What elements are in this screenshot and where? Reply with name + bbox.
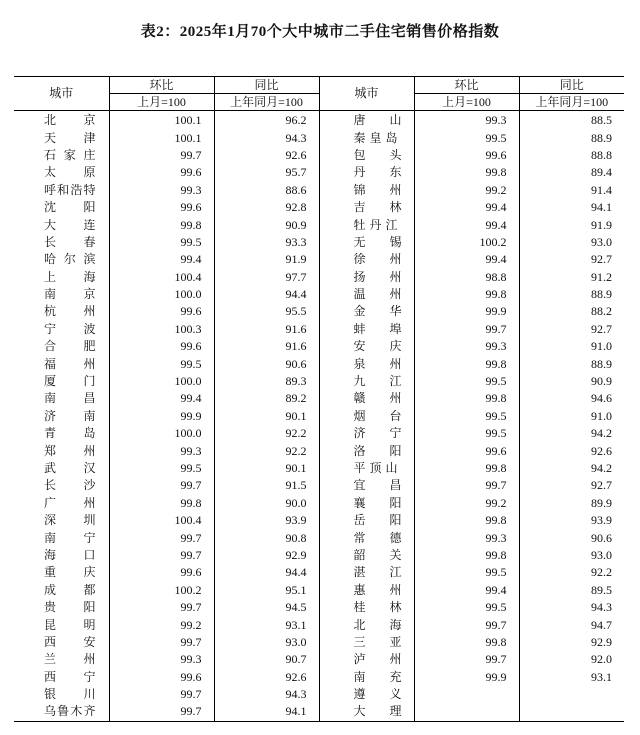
mom-cell: 99.4 — [109, 390, 214, 407]
table-row — [14, 512, 624, 529]
mom-cell: 99.5 — [109, 460, 214, 477]
yoy-cell: 93.1 — [519, 669, 624, 686]
mom-cell: 99.8 — [414, 390, 519, 407]
city-cell: 福 州 — [44, 356, 96, 371]
yoy-cell: 90.1 — [214, 460, 319, 477]
city-cell: 南 宁 — [44, 530, 96, 545]
yoy-cell: 92.8 — [214, 199, 319, 216]
mom-cell: 99.7 — [109, 529, 214, 546]
city-cell: 烟 台 — [319, 408, 414, 425]
city-cell: 金 华 — [319, 303, 414, 320]
city-cell: 深 圳 — [44, 513, 96, 528]
mom-cell: 99.4 — [414, 251, 519, 268]
city-cell: 常 德 — [319, 529, 414, 546]
yoy-cell: 92.9 — [519, 634, 624, 651]
city-cell: 牡丹江 — [319, 216, 414, 233]
mom-cell: 99.8 — [109, 495, 214, 512]
city-cell: 三 亚 — [319, 634, 414, 651]
city-cell: 长 春 — [44, 234, 96, 249]
table-row — [14, 669, 624, 686]
yoy-cell: 91.9 — [519, 216, 624, 233]
mom-cell: 99.7 — [109, 547, 214, 564]
yoy-cell: 92.2 — [214, 442, 319, 459]
city-cell: 天 津 — [44, 130, 96, 145]
table-row — [14, 477, 624, 494]
city-cell: 乌鲁木齐 — [44, 704, 96, 719]
header-mom-base-left: 上月=100 — [109, 94, 214, 111]
city-cell: 呼和浩特 — [44, 182, 96, 197]
table-row — [14, 442, 624, 459]
mom-cell: 99.7 — [109, 477, 214, 494]
city-cell: 大 连 — [44, 217, 96, 232]
yoy-cell — [519, 686, 624, 703]
yoy-cell: 95.7 — [214, 164, 319, 181]
yoy-cell: 91.0 — [519, 408, 624, 425]
yoy-cell: 88.9 — [519, 129, 624, 146]
header-yoy-left: 同比 — [214, 77, 319, 94]
table-row — [14, 582, 624, 599]
yoy-cell: 94.4 — [214, 286, 319, 303]
city-cell: 襄 阳 — [319, 495, 414, 512]
header-city-left: 城市 — [14, 77, 109, 111]
mom-cell: 100.4 — [109, 269, 214, 286]
yoy-cell: 92.7 — [519, 477, 624, 494]
city-cell: 蚌 埠 — [319, 321, 414, 338]
mom-cell: 99.5 — [414, 373, 519, 390]
city-cell: 银 川 — [44, 687, 96, 702]
mom-cell — [414, 703, 519, 721]
yoy-cell: 93.9 — [214, 512, 319, 529]
table-row — [14, 425, 624, 442]
mom-cell: 99.8 — [414, 355, 519, 372]
city-cell: 石家庄 — [44, 147, 96, 162]
yoy-cell: 91.0 — [519, 338, 624, 355]
table-row — [14, 495, 624, 512]
yoy-cell: 90.6 — [519, 529, 624, 546]
mom-cell: 99.6 — [109, 199, 214, 216]
yoy-cell: 88.6 — [214, 182, 319, 199]
table-row — [14, 529, 624, 546]
yoy-cell: 88.9 — [519, 355, 624, 372]
mom-cell: 99.6 — [414, 442, 519, 459]
table-body — [14, 111, 624, 722]
yoy-cell: 91.4 — [519, 182, 624, 199]
city-cell: 北 京 — [44, 113, 96, 128]
city-cell: 宜 昌 — [319, 477, 414, 494]
yoy-cell: 91.9 — [214, 251, 319, 268]
city-cell: 杭 州 — [44, 304, 96, 319]
mom-cell: 99.7 — [109, 703, 214, 721]
mom-cell: 99.6 — [109, 164, 214, 181]
mom-cell: 99.3 — [109, 442, 214, 459]
mom-cell: 99.5 — [414, 129, 519, 146]
table-row — [14, 164, 624, 181]
city-cell: 重 庆 — [44, 565, 96, 580]
mom-cell: 99.7 — [414, 477, 519, 494]
city-cell: 贵 阳 — [44, 600, 96, 615]
mom-cell: 100.4 — [109, 512, 214, 529]
city-cell: 北 海 — [319, 616, 414, 633]
mom-cell: 99.5 — [109, 355, 214, 372]
yoy-cell: 93.0 — [519, 547, 624, 564]
mom-cell: 99.9 — [414, 303, 519, 320]
city-cell: 太 原 — [44, 165, 96, 180]
yoy-cell: 92.2 — [519, 564, 624, 581]
city-cell: 哈尔滨 — [44, 252, 96, 267]
table-row — [14, 547, 624, 564]
yoy-cell: 93.0 — [519, 234, 624, 251]
mom-cell: 99.3 — [414, 111, 519, 130]
yoy-cell: 92.6 — [214, 147, 319, 164]
yoy-cell: 94.2 — [519, 460, 624, 477]
city-cell: 桂 林 — [319, 599, 414, 616]
table-row — [14, 599, 624, 616]
yoy-cell: 94.3 — [214, 686, 319, 703]
city-cell: 上 海 — [44, 269, 96, 284]
yoy-cell: 88.8 — [519, 147, 624, 164]
yoy-cell: 94.4 — [214, 564, 319, 581]
yoy-cell: 92.0 — [519, 651, 624, 668]
mom-cell: 99.7 — [109, 686, 214, 703]
yoy-cell: 94.6 — [519, 390, 624, 407]
city-cell: 泸 州 — [319, 651, 414, 668]
yoy-cell: 97.7 — [214, 269, 319, 286]
mom-cell: 99.6 — [414, 147, 519, 164]
table-row — [14, 286, 624, 303]
table-row — [14, 408, 624, 425]
table-row — [14, 216, 624, 233]
yoy-cell: 90.0 — [214, 495, 319, 512]
price-index-table — [14, 76, 624, 722]
table-row — [14, 251, 624, 268]
yoy-cell: 94.7 — [519, 616, 624, 633]
header-yoy-base-left: 上年同月=100 — [214, 94, 319, 111]
mom-cell: 99.8 — [414, 460, 519, 477]
city-cell: 遵 义 — [319, 686, 414, 703]
city-cell: 唐 山 — [319, 111, 414, 130]
city-cell: 温 州 — [319, 286, 414, 303]
mom-cell: 100.1 — [109, 111, 214, 130]
table-row — [14, 129, 624, 146]
city-cell: 南 昌 — [44, 391, 96, 406]
table-row — [14, 686, 624, 703]
mom-cell: 99.4 — [414, 216, 519, 233]
yoy-cell: 96.2 — [214, 111, 319, 130]
mom-cell: 99.7 — [109, 147, 214, 164]
table-row — [14, 634, 624, 651]
header-mom-left: 环比 — [109, 77, 214, 94]
table-row — [14, 355, 624, 372]
city-cell: 丹 东 — [319, 164, 414, 181]
mom-cell: 99.5 — [414, 564, 519, 581]
header-yoy-right: 同比 — [519, 77, 624, 94]
table-row — [14, 338, 624, 355]
mom-cell: 99.9 — [414, 669, 519, 686]
yoy-cell: 91.2 — [519, 269, 624, 286]
mom-cell: 99.8 — [414, 547, 519, 564]
header-city-right: 城市 — [319, 77, 414, 111]
yoy-cell: 94.3 — [214, 129, 319, 146]
yoy-cell: 88.5 — [519, 111, 624, 130]
table-row — [14, 564, 624, 581]
city-cell: 秦皇岛 — [319, 129, 414, 146]
yoy-cell — [519, 703, 624, 721]
mom-cell: 99.8 — [414, 512, 519, 529]
yoy-cell: 92.2 — [214, 425, 319, 442]
city-cell: 平顶山 — [319, 460, 414, 477]
mom-cell: 99.5 — [414, 408, 519, 425]
yoy-cell: 92.7 — [519, 321, 624, 338]
yoy-cell: 89.2 — [214, 390, 319, 407]
table-row — [14, 321, 624, 338]
city-cell: 扬 州 — [319, 269, 414, 286]
yoy-cell: 90.7 — [214, 651, 319, 668]
city-cell: 厦 门 — [44, 374, 96, 389]
mom-cell: 100.2 — [109, 582, 214, 599]
table-row — [14, 460, 624, 477]
yoy-cell: 94.5 — [214, 599, 319, 616]
city-cell: 郑 州 — [44, 443, 96, 458]
city-cell: 安 庆 — [319, 338, 414, 355]
mom-cell: 99.7 — [109, 599, 214, 616]
mom-cell: 100.1 — [109, 129, 214, 146]
table-row — [14, 390, 624, 407]
city-cell: 洛 阳 — [319, 442, 414, 459]
city-cell: 吉 林 — [319, 199, 414, 216]
yoy-cell: 91.5 — [214, 477, 319, 494]
yoy-cell: 92.7 — [519, 251, 624, 268]
table-row — [14, 199, 624, 216]
city-cell: 大 理 — [319, 703, 414, 721]
city-cell: 广 州 — [44, 495, 96, 510]
mom-cell: 99.3 — [414, 529, 519, 546]
table-row — [14, 303, 624, 320]
yoy-cell: 93.3 — [214, 234, 319, 251]
city-cell: 长 沙 — [44, 478, 96, 493]
table-row — [14, 616, 624, 633]
mom-cell: 99.2 — [109, 616, 214, 633]
mom-cell: 99.3 — [109, 182, 214, 199]
yoy-cell: 93.0 — [214, 634, 319, 651]
city-cell: 泉 州 — [319, 355, 414, 372]
yoy-cell: 94.2 — [519, 425, 624, 442]
city-cell: 沈 阳 — [44, 200, 96, 215]
table-title: 表2：2025年1月70个大中城市二手住宅销售价格指数 — [140, 24, 500, 40]
table-row — [14, 111, 624, 130]
mom-cell: 99.5 — [414, 425, 519, 442]
mom-cell: 98.8 — [414, 269, 519, 286]
city-cell: 成 都 — [44, 582, 96, 597]
mom-cell: 100.0 — [109, 286, 214, 303]
city-cell: 兰 州 — [44, 652, 96, 667]
yoy-cell: 90.8 — [214, 529, 319, 546]
yoy-cell: 91.6 — [214, 321, 319, 338]
city-cell: 济 南 — [44, 408, 96, 423]
header-yoy-base-right: 上年同月=100 — [519, 94, 624, 111]
table-row — [14, 182, 624, 199]
city-cell: 赣 州 — [319, 390, 414, 407]
yoy-cell: 88.9 — [519, 286, 624, 303]
mom-cell: 99.5 — [109, 234, 214, 251]
yoy-cell: 92.6 — [519, 442, 624, 459]
yoy-cell: 91.6 — [214, 338, 319, 355]
header-mom-right: 环比 — [414, 77, 519, 94]
mom-cell: 99.4 — [109, 251, 214, 268]
table-row — [14, 147, 624, 164]
table-row — [14, 373, 624, 390]
mom-cell: 100.0 — [109, 425, 214, 442]
mom-cell: 99.4 — [414, 199, 519, 216]
table-row — [14, 269, 624, 286]
city-cell: 徐 州 — [319, 251, 414, 268]
table-row — [14, 651, 624, 668]
city-cell: 南 京 — [44, 287, 96, 302]
yoy-cell: 88.2 — [519, 303, 624, 320]
mom-cell: 99.7 — [414, 651, 519, 668]
yoy-cell: 89.3 — [214, 373, 319, 390]
city-cell: 包 头 — [319, 147, 414, 164]
city-cell: 济 宁 — [319, 425, 414, 442]
mom-cell: 99.6 — [109, 669, 214, 686]
table-row — [14, 703, 624, 721]
city-cell: 武 汉 — [44, 461, 96, 475]
mom-cell: 99.8 — [414, 286, 519, 303]
mom-cell: 99.2 — [414, 182, 519, 199]
mom-cell: 100.0 — [109, 373, 214, 390]
yoy-cell: 93.1 — [214, 616, 319, 633]
city-cell: 宁 波 — [44, 321, 96, 336]
yoy-cell: 92.6 — [214, 669, 319, 686]
city-cell: 青 岛 — [44, 426, 96, 441]
city-cell: 昆 明 — [44, 617, 96, 632]
mom-cell: 99.4 — [414, 582, 519, 599]
city-cell: 无 锡 — [319, 234, 414, 251]
mom-cell: 99.6 — [109, 303, 214, 320]
table-row — [14, 234, 624, 251]
mom-cell: 99.8 — [414, 634, 519, 651]
mom-cell — [414, 686, 519, 703]
mom-cell: 99.9 — [109, 408, 214, 425]
city-cell: 合 肥 — [44, 339, 96, 354]
yoy-cell: 92.9 — [214, 547, 319, 564]
mom-cell: 99.3 — [414, 338, 519, 355]
mom-cell: 99.8 — [414, 164, 519, 181]
yoy-cell: 94.3 — [519, 599, 624, 616]
mom-cell: 99.8 — [109, 216, 214, 233]
mom-cell: 99.7 — [109, 634, 214, 651]
yoy-cell: 93.9 — [519, 512, 624, 529]
mom-cell: 99.2 — [414, 495, 519, 512]
city-cell: 九 江 — [319, 373, 414, 390]
header-mom-base-right: 上月=100 — [414, 94, 519, 111]
yoy-cell: 90.9 — [519, 373, 624, 390]
yoy-cell: 94.1 — [214, 703, 319, 721]
city-cell: 西 安 — [44, 634, 96, 649]
mom-cell: 99.7 — [414, 321, 519, 338]
yoy-cell: 95.1 — [214, 582, 319, 599]
mom-cell: 100.3 — [109, 321, 214, 338]
mom-cell: 99.6 — [109, 564, 214, 581]
yoy-cell: 94.1 — [519, 199, 624, 216]
yoy-cell: 89.4 — [519, 164, 624, 181]
city-cell: 海 口 — [44, 547, 96, 562]
yoy-cell: 90.1 — [214, 408, 319, 425]
mom-cell: 99.3 — [109, 651, 214, 668]
yoy-cell: 89.9 — [519, 495, 624, 512]
yoy-cell: 90.9 — [214, 216, 319, 233]
city-cell: 岳 阳 — [319, 512, 414, 529]
mom-cell: 99.7 — [414, 616, 519, 633]
city-cell: 湛 江 — [319, 564, 414, 581]
city-cell: 西 宁 — [44, 669, 96, 684]
city-cell: 锦 州 — [319, 182, 414, 199]
yoy-cell: 95.5 — [214, 303, 319, 320]
mom-cell: 99.6 — [109, 338, 214, 355]
yoy-cell: 90.6 — [214, 355, 319, 372]
mom-cell: 100.2 — [414, 234, 519, 251]
city-cell: 韶 关 — [319, 547, 414, 564]
yoy-cell: 89.5 — [519, 582, 624, 599]
city-cell: 惠 州 — [319, 582, 414, 599]
mom-cell: 99.5 — [414, 599, 519, 616]
city-cell: 南 充 — [319, 669, 414, 686]
